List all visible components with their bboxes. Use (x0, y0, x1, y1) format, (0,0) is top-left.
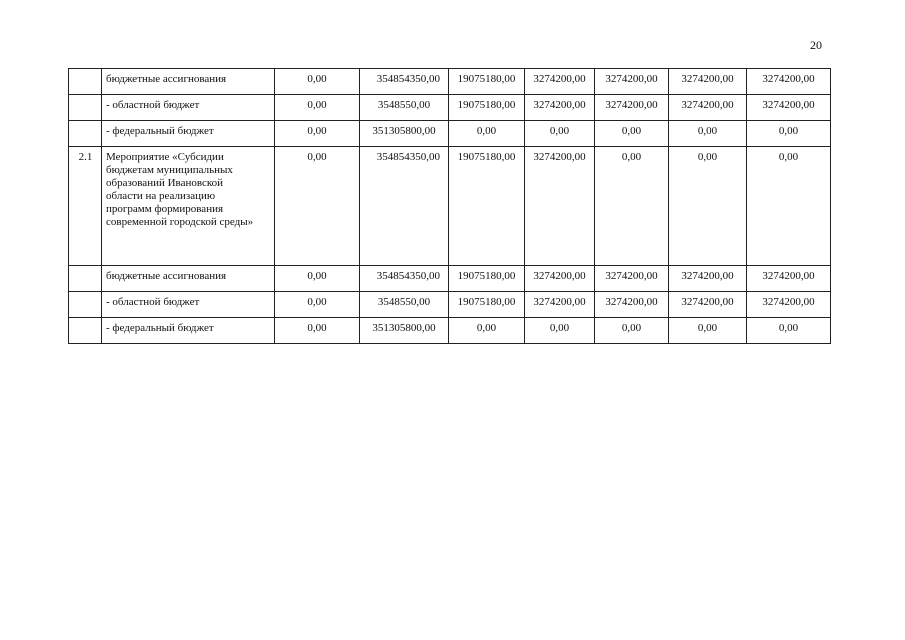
page-number: 20 (810, 38, 822, 52)
value-cell: 3274200,00 (747, 292, 831, 318)
row-index (69, 121, 102, 147)
row-index (69, 266, 102, 292)
value-cell: 0,00 (449, 318, 525, 344)
value-cell: 351305800,00 (360, 318, 449, 344)
value-cell: 0,00 (525, 318, 595, 344)
value-cell: 0,00 (275, 292, 360, 318)
value-cell: 0,00 (595, 121, 669, 147)
value-cell: 3548550,00 (360, 95, 449, 121)
value-cell: 0,00 (275, 121, 360, 147)
value-cell: 19075180,00 (449, 147, 525, 266)
value-cell: 0,00 (747, 147, 831, 266)
value-cell: 3274200,00 (525, 292, 595, 318)
row-index (69, 95, 102, 121)
row-description: - областной бюджет (102, 292, 275, 318)
value-cell: 0,00 (669, 318, 747, 344)
row-description: бюджетные ассигнования (102, 69, 275, 95)
value-cell: 3274200,00 (669, 292, 747, 318)
row-index (69, 292, 102, 318)
value-cell: 0,00 (669, 147, 747, 266)
value-cell: 0,00 (669, 121, 747, 147)
value-cell: 3274200,00 (595, 292, 669, 318)
value-cell: 19075180,00 (449, 95, 525, 121)
value-cell: 354854350,00 (360, 266, 449, 292)
value-cell: 3548550,00 (360, 292, 449, 318)
value-cell: 3274200,00 (525, 69, 595, 95)
value-cell: 19075180,00 (449, 69, 525, 95)
value-cell: 0,00 (595, 318, 669, 344)
value-cell: 3274200,00 (525, 147, 595, 266)
value-cell: 3274200,00 (669, 266, 747, 292)
value-cell: 3274200,00 (595, 95, 669, 121)
row-description: Мероприятие «Субсидии бюджетам муниципальных образований Ивановской области на реализацию программ формирования современной городской среды» (102, 147, 275, 266)
value-cell: 3274200,00 (595, 69, 669, 95)
value-cell: 0,00 (275, 266, 360, 292)
table-row (69, 69, 831, 95)
table-row (69, 292, 831, 318)
table-row (69, 266, 831, 292)
value-cell: 351305800,00 (360, 121, 449, 147)
row-description: бюджетные ассигнования (102, 266, 275, 292)
value-cell: 19075180,00 (449, 266, 525, 292)
row-description: - федеральный бюджет (102, 318, 275, 344)
value-cell: 0,00 (525, 121, 595, 147)
value-cell: 0,00 (275, 147, 360, 266)
value-cell: 0,00 (449, 121, 525, 147)
value-cell: 354854350,00 (360, 147, 449, 266)
value-cell: 3274200,00 (669, 69, 747, 95)
value-cell: 3274200,00 (525, 95, 595, 121)
row-index (69, 318, 102, 344)
value-cell: 0,00 (275, 69, 360, 95)
table-row (69, 121, 831, 147)
value-cell: 0,00 (747, 318, 831, 344)
row-description: - федеральный бюджет (102, 121, 275, 147)
value-cell: 0,00 (595, 147, 669, 266)
value-cell: 0,00 (747, 121, 831, 147)
value-cell: 354854350,00 (360, 69, 449, 95)
value-cell: 0,00 (275, 95, 360, 121)
table-row (69, 95, 831, 121)
value-cell: 0,00 (275, 318, 360, 344)
value-cell: 3274200,00 (747, 266, 831, 292)
row-index (69, 69, 102, 95)
value-cell: 3274200,00 (747, 69, 831, 95)
value-cell: 3274200,00 (525, 266, 595, 292)
budget-table (68, 68, 831, 344)
row-description: - областной бюджет (102, 95, 275, 121)
table-row (69, 318, 831, 344)
value-cell: 3274200,00 (669, 95, 747, 121)
value-cell: 19075180,00 (449, 292, 525, 318)
table-row (69, 147, 831, 266)
value-cell: 3274200,00 (747, 95, 831, 121)
value-cell: 3274200,00 (595, 266, 669, 292)
row-index: 2.1 (69, 147, 102, 266)
